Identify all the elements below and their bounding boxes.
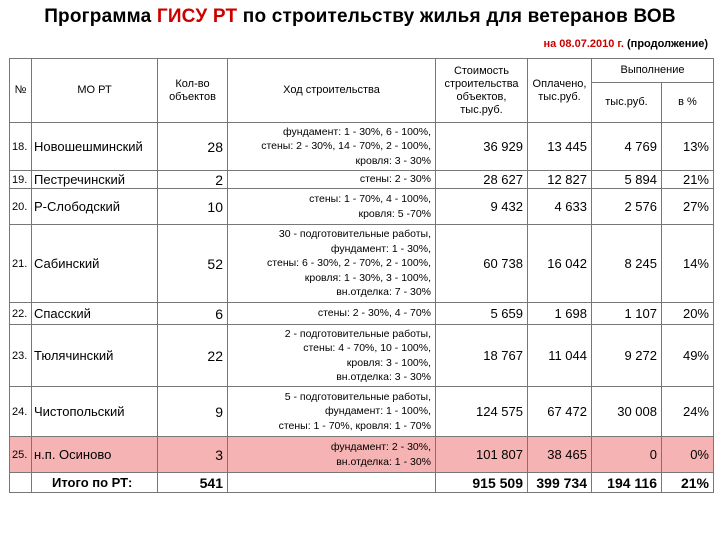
paid-amount: 67 472 <box>528 387 592 437</box>
progress-line: кровля: 5 -70% <box>358 207 431 220</box>
construction-progress <box>228 303 436 325</box>
progress-line: фундамент: 1 - 30%, 6 - 100%, <box>283 125 431 138</box>
done-amount: 5 894 <box>592 171 662 189</box>
header-count: Кол-во объектов <box>158 59 228 123</box>
construction-cost: 18 767 <box>436 325 528 387</box>
table-row <box>10 437 714 473</box>
row-number: 23. <box>10 325 32 387</box>
row-number: 18. <box>10 123 32 171</box>
report-date: на 08.07.2010 г. (продолжение) <box>543 38 708 50</box>
row-number: 22. <box>10 303 32 325</box>
progress-line: кровля: 1 - 30%, 3 - 100%, <box>304 271 431 284</box>
table-row <box>10 189 714 225</box>
row-number: 21. <box>10 225 32 303</box>
row-number: 25. <box>10 437 32 473</box>
object-count: 22 <box>158 325 228 387</box>
done-amount: 4 769 <box>592 123 662 171</box>
done-percent: 21% <box>662 171 714 189</box>
construction-cost: 36 929 <box>436 123 528 171</box>
row-number: 19. <box>10 171 32 189</box>
construction-cost: 101 807 <box>436 437 528 473</box>
progress-line: фундамент: 1 - 100%, <box>325 405 431 418</box>
progress-line: стены: 1 - 70%, кровля: 1 - 70% <box>278 419 431 432</box>
progress-line: кровля: 3 - 30% <box>355 154 431 167</box>
header-done-pct: в % <box>662 83 714 123</box>
construction-progress <box>228 225 436 303</box>
progress-line: стены: 1 - 70%, 4 - 100%, <box>309 193 431 205</box>
done-amount: 30 008 <box>592 387 662 437</box>
district-name: Пестречинский <box>32 171 158 189</box>
progress-line: 5 - подготовительные работы, <box>284 390 431 403</box>
table-row <box>10 171 714 189</box>
progress-line: вн.отделка: 7 - 30% <box>336 286 431 299</box>
construction-cost: 5 659 <box>436 303 528 325</box>
table-row <box>10 225 714 303</box>
construction-progress <box>228 123 436 171</box>
progress-line: вн.отделка: 1 - 30% <box>336 455 431 468</box>
district-name: Тюлячинский <box>32 325 158 387</box>
progress-line: стены: 2 - 30% <box>359 173 431 186</box>
header-done-rub: тыс.руб. <box>592 83 662 123</box>
done-amount: 9 272 <box>592 325 662 387</box>
header-done: Выполнение <box>592 59 714 83</box>
done-amount: 0 <box>592 437 662 473</box>
construction-cost: 9 432 <box>436 189 528 225</box>
total-cost: 915 509 <box>436 473 528 493</box>
header-paid: Оплачено, тыс.руб. <box>528 59 592 123</box>
object-count: 2 <box>158 171 228 189</box>
district-name: Новошешминский <box>32 123 158 171</box>
district-name: Чистопольский <box>32 387 158 437</box>
progress-line: 2 - подготовительные работы, <box>284 327 431 340</box>
row-number: 20. <box>10 189 32 225</box>
total-count: 541 <box>158 473 228 493</box>
paid-amount: 38 465 <box>528 437 592 473</box>
progress-line: стены: 4 - 70%, 10 - 100%, <box>303 342 431 354</box>
paid-amount: 16 042 <box>528 225 592 303</box>
table-row <box>10 325 714 387</box>
total-done: 194 116 <box>592 473 662 493</box>
done-percent: 27% <box>662 189 714 225</box>
done-amount: 1 107 <box>592 303 662 325</box>
construction-progress <box>228 189 436 225</box>
construction-progress <box>228 387 436 437</box>
district-name: н.п. Осиново <box>32 437 158 473</box>
done-percent: 20% <box>662 303 714 325</box>
total-paid: 399 734 <box>528 473 592 493</box>
object-count: 10 <box>158 189 228 225</box>
paid-amount: 4 633 <box>528 189 592 225</box>
paid-amount: 13 445 <box>528 123 592 171</box>
table-row <box>10 387 714 437</box>
progress-line: стены: 2 - 30%, 4 - 70% <box>317 307 431 320</box>
header-cost: Стоимость строительства объектов, тыс.руб. <box>436 59 528 123</box>
done-amount: 8 245 <box>592 225 662 303</box>
page-title: Программа ГИСУ РТ по строительству жилья для ветеранов ВОВ <box>44 6 676 27</box>
progress-line: 30 - подготовительные работы, <box>278 228 431 241</box>
done-percent: 14% <box>662 225 714 303</box>
progress-line: кровля: 3 - 100%, <box>346 356 431 369</box>
total-label: Итого по РТ: <box>32 473 158 493</box>
total-percent: 21% <box>662 473 714 493</box>
header-progress: Ход строительства <box>228 59 436 123</box>
paid-amount: 11 044 <box>528 325 592 387</box>
done-percent: 13% <box>662 123 714 171</box>
progress-line: стены: 2 - 30%, 14 - 70%, 2 - 100%, <box>261 140 431 153</box>
construction-progress <box>228 437 436 473</box>
object-count: 9 <box>158 387 228 437</box>
progress-line: фундамент: 2 - 30%, <box>330 441 431 453</box>
construction-cost: 124 575 <box>436 387 528 437</box>
district-name: Сабинский <box>32 225 158 303</box>
construction-table <box>9 58 714 493</box>
paid-amount: 12 827 <box>528 171 592 189</box>
progress-line: стены: 6 - 30%, 2 - 70%, 2 - 100%, <box>267 257 431 270</box>
object-count: 3 <box>158 437 228 473</box>
construction-cost: 28 627 <box>436 171 528 189</box>
done-percent: 0% <box>662 437 714 473</box>
object-count: 6 <box>158 303 228 325</box>
done-amount: 2 576 <box>592 189 662 225</box>
object-count: 52 <box>158 225 228 303</box>
row-number: 24. <box>10 387 32 437</box>
district-name: Спасский <box>32 303 158 325</box>
progress-line: фундамент: 1 - 30%, <box>330 242 431 255</box>
construction-progress <box>228 171 436 189</box>
paid-amount: 1 698 <box>528 303 592 325</box>
done-percent: 49% <box>662 325 714 387</box>
progress-line: вн.отделка: 3 - 30% <box>336 371 431 383</box>
done-percent: 24% <box>662 387 714 437</box>
total-row <box>10 473 714 493</box>
construction-progress <box>228 325 436 387</box>
table-row <box>10 123 714 171</box>
header-mo: МО РТ <box>32 59 158 123</box>
table-row <box>10 303 714 325</box>
district-name: Р-Слободский <box>32 189 158 225</box>
construction-cost: 60 738 <box>436 225 528 303</box>
object-count: 28 <box>158 123 228 171</box>
header-no: № <box>10 59 32 123</box>
